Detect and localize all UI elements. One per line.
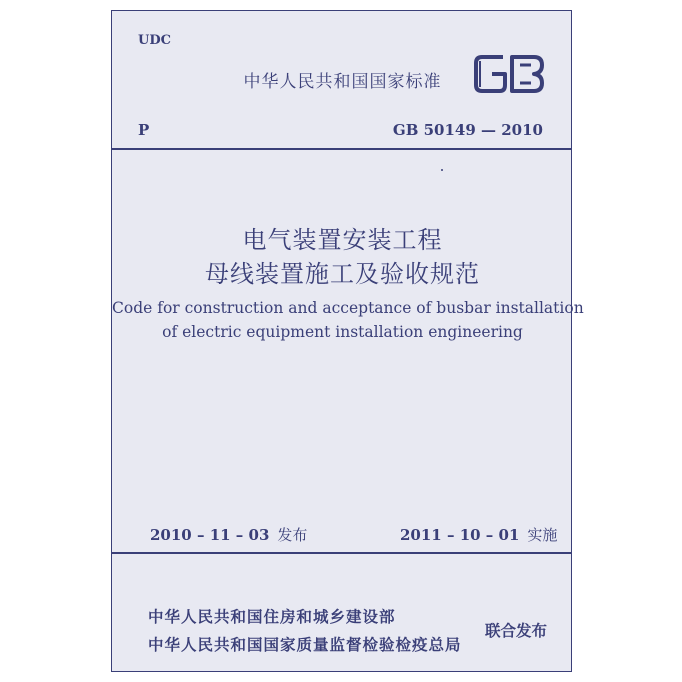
title-cn-line-1: 电气装置安装工程 xyxy=(242,226,443,254)
classification-code: P xyxy=(138,121,150,139)
issue-date: 2010 – 11 – 03 xyxy=(150,526,270,544)
title-cn-line-2: 母线装置施工及验收规范 xyxy=(205,260,480,288)
standard-type-title: 中华人民共和国国家标准 xyxy=(243,72,442,92)
issue-date-block xyxy=(150,524,307,545)
top-divider xyxy=(112,148,571,150)
title-en-line-1: Code for construction and acceptance of busbar installation xyxy=(112,299,584,317)
implement-date: 2011 – 10 – 01 xyxy=(400,526,520,544)
joint-issue-label: 联合发布 xyxy=(485,622,548,640)
title-en-line-2: of electric equipment installation engineering xyxy=(162,323,523,341)
standard-cover xyxy=(111,10,584,672)
bottom-divider xyxy=(112,552,571,554)
implement-date-block xyxy=(400,524,557,545)
udc-label: UDC xyxy=(138,33,171,48)
implement-label: 实施 xyxy=(527,526,558,544)
standard-number: GB 50149 — 2010 xyxy=(392,121,543,139)
issuer-2: 中华人民共和国国家质量监督检验检疫总局 xyxy=(148,636,462,654)
issuer-1: 中华人民共和国住房和城乡建设部 xyxy=(148,608,396,626)
dot-mark xyxy=(441,169,443,171)
gb-logo xyxy=(470,49,546,99)
issue-label: 发布 xyxy=(277,526,308,544)
